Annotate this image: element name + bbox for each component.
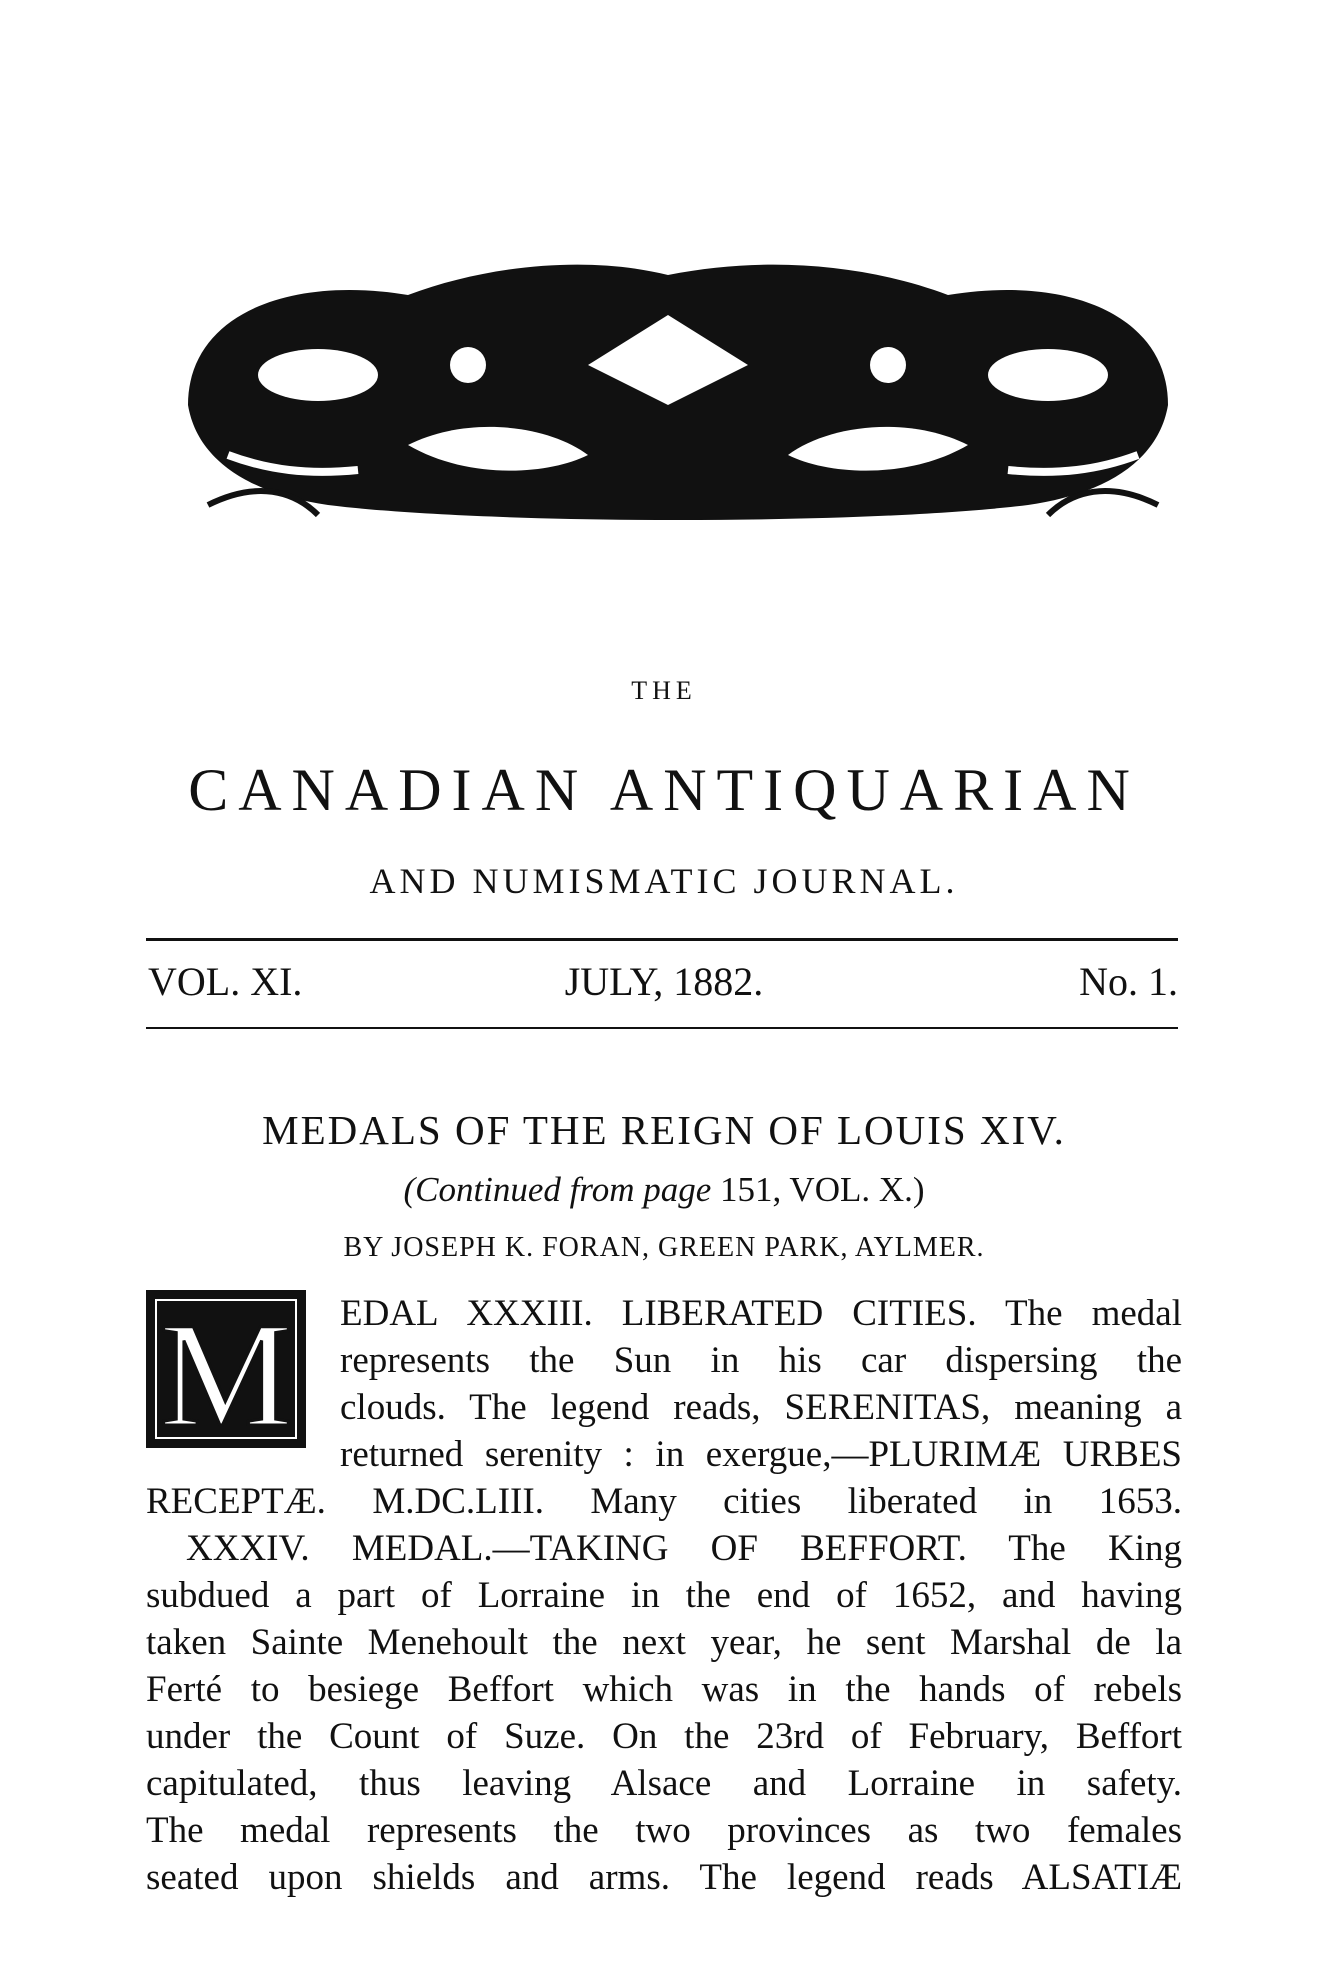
body-line-2: represents the Sun in his car dispersing the xyxy=(340,1340,1182,1381)
ornamental-headpiece xyxy=(168,255,1188,535)
issue-number: No. 1. xyxy=(1079,959,1178,1004)
body-line-12: The medal represents the two provinces as two females xyxy=(146,1810,1182,1851)
issue-date: JULY, 1882. xyxy=(564,959,764,1004)
body-line-6: XXXIV. MEDAL.—TAKING OF BEFFORT. The King xyxy=(186,1528,1182,1569)
body-line-13: seated upon shields and arms. The legend reads ALSATIÆ xyxy=(146,1857,1182,1898)
body-line-5: RECEPTÆ. M.DC.LIII. Many cities liberated in 1653. xyxy=(146,1481,1182,1522)
top-rule xyxy=(146,938,1178,941)
body-line-1: EDAL XXXIII. LIBERATED CITIES. The medal xyxy=(340,1293,1182,1334)
continued-note-ref: 151, VOL. X.) xyxy=(720,1170,925,1209)
continued-note-italic: (Continued from page xyxy=(403,1170,712,1209)
body-line-4: returned serenity : in exergue,—PLURIMÆ URBES xyxy=(340,1434,1182,1475)
article-title: MEDALS OF THE REIGN OF LOUIS XIV. xyxy=(262,1107,1066,1153)
byline: BY JOSEPH K. FORAN, GREEN PARK, AYLMER. xyxy=(343,1232,985,1263)
drop-cap-initial xyxy=(146,1290,306,1448)
journal-subtitle: AND NUMISMATIC JOURNAL. xyxy=(369,861,959,901)
bottom-rule xyxy=(146,1027,1178,1029)
journal-title: CANADIAN ANTIQUARIAN xyxy=(188,757,1140,823)
masthead-the: THE xyxy=(631,676,697,705)
body-line-9: Ferté to besiege Beffort which was in the hands of rebels xyxy=(146,1669,1182,1710)
body-line-11: capitulated, thus leaving Alsace and Lorraine in safety. xyxy=(146,1763,1182,1804)
body-line-7: subdued a part of Lorraine in the end of 1652, and having xyxy=(146,1575,1182,1616)
volume-label: VOL. XI. xyxy=(148,959,303,1004)
body-line-8: taken Sainte Menehoult the next year, he sent Marshal de la xyxy=(146,1622,1182,1663)
continued-note xyxy=(0,1170,1328,1210)
drop-cap-letter: M xyxy=(159,1292,293,1448)
body-line-10: under the Count of Suze. On the 23rd of February, Beffort xyxy=(146,1716,1182,1757)
body-line-3: clouds. The legend reads, SERENITAS, meaning a xyxy=(340,1387,1182,1428)
